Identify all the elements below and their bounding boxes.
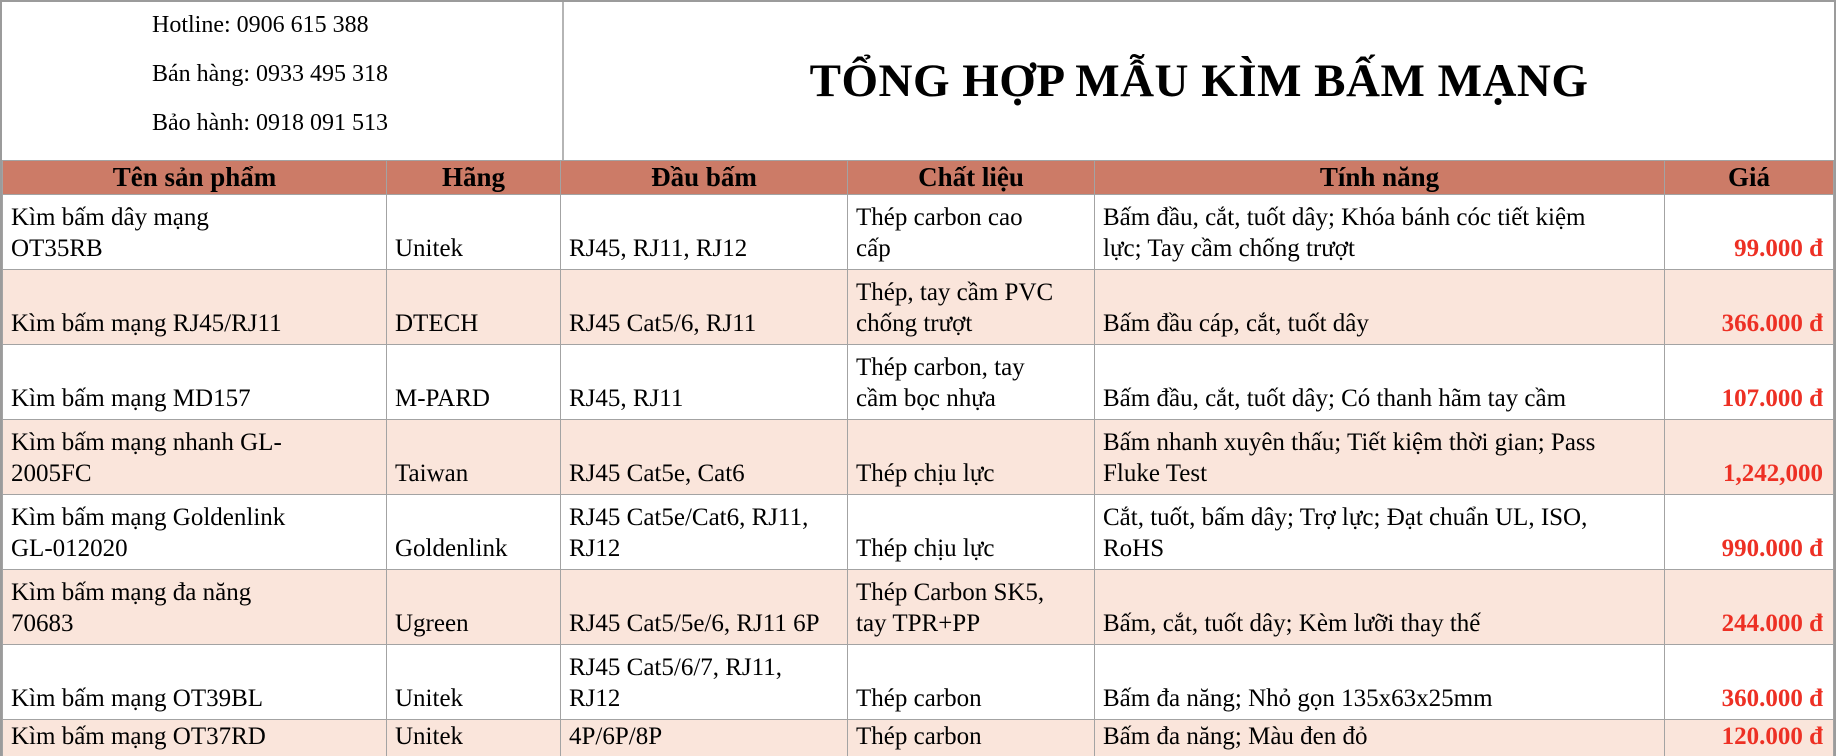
price-cell: 366.000 đ xyxy=(1665,270,1834,345)
header-material: Chất liệu xyxy=(848,161,1095,195)
table-row xyxy=(3,270,1834,345)
table-row xyxy=(3,420,1834,495)
price-cell: 360.000 đ xyxy=(1665,645,1834,720)
product-name-cell: Kìm bấm mạng nhanh GL-2005FC xyxy=(3,420,387,495)
features-cell: Bấm đầu cáp, cắt, tuốt dây xyxy=(1095,270,1665,345)
material-cell: Thép chịu lực xyxy=(848,420,1095,495)
product-table xyxy=(2,160,1834,756)
connectors-cell: RJ45 Cat5e, Cat6 xyxy=(561,420,848,495)
price-cell: 99.000 đ xyxy=(1665,195,1834,270)
page-title: TỔNG HỢP MẪU KÌM BẤM MẠNG xyxy=(809,55,1589,107)
header-price: Giá xyxy=(1665,161,1834,195)
material-cell: Thép carbon cao cấp xyxy=(848,195,1095,270)
features-cell: Bấm đa năng; Màu đen đỏ xyxy=(1095,720,1665,756)
connectors-cell: RJ45 Cat5/6/7, RJ11, RJ12 xyxy=(561,645,848,720)
product-name-cell: Kìm bấm mạng Goldenlink GL-012020 xyxy=(3,495,387,570)
hotline-line: Hotline: 0906 615 388 xyxy=(152,12,369,38)
features-cell: Bấm, cắt, tuốt dây; Kèm lưỡi thay thế xyxy=(1095,570,1665,645)
brand-cell: Unitek xyxy=(387,720,561,756)
product-name-cell: Kìm bấm mạng RJ45/RJ11 xyxy=(3,270,387,345)
warranty-line: Bảo hành: 0918 091 513 xyxy=(152,110,388,137)
table-row xyxy=(3,570,1834,645)
table-row xyxy=(3,645,1834,720)
features-cell: Bấm đầu, cắt, tuốt dây; Có thanh hãm tay cầm xyxy=(1095,345,1665,420)
table-row xyxy=(3,345,1834,420)
brand-cell: Unitek xyxy=(387,645,561,720)
brand-cell: Ugreen xyxy=(387,570,561,645)
brand-cell: DTECH xyxy=(387,270,561,345)
product-name-cell: Kìm bấm mạng OT39BL xyxy=(3,645,387,720)
price-cell: 107.000 đ xyxy=(1665,345,1834,420)
connectors-cell: RJ45 Cat5/6, RJ11 xyxy=(561,270,848,345)
table-header-row xyxy=(3,161,1834,195)
features-cell: Cắt, tuốt, bấm dây; Trợ lực; Đạt chuẩn UL, ISO, RoHS xyxy=(1095,495,1665,570)
title-box xyxy=(564,2,1834,160)
connectors-cell: RJ45, RJ11, RJ12 xyxy=(561,195,848,270)
price-cell: 244.000 đ xyxy=(1665,570,1834,645)
connectors-cell: RJ45, RJ11 xyxy=(561,345,848,420)
material-cell: Thép carbon, tay cầm bọc nhựa xyxy=(848,345,1095,420)
contact-box xyxy=(2,2,564,160)
table-row xyxy=(3,495,1834,570)
brand-cell: M-PARD xyxy=(387,345,561,420)
material-cell: Thép carbon xyxy=(848,645,1095,720)
product-name-cell: Kìm bấm dây mạng OT35RB xyxy=(3,195,387,270)
table-row xyxy=(3,720,1834,756)
features-cell: Bấm đa năng; Nhỏ gọn 135x63x25mm xyxy=(1095,645,1665,720)
connectors-cell: 4P/6P/8P xyxy=(561,720,848,756)
header-product-name: Tên sản phẩm xyxy=(3,161,387,195)
brand-cell: Unitek xyxy=(387,195,561,270)
product-name-cell: Kìm bấm mạng MD157 xyxy=(3,345,387,420)
product-name-cell: Kìm bấm mạng OT37RD xyxy=(3,720,387,756)
header-brand: Hãng xyxy=(387,161,561,195)
price-cell: 990.000 đ xyxy=(1665,495,1834,570)
connectors-cell: RJ45 Cat5e/Cat6, RJ11, RJ12 xyxy=(561,495,848,570)
product-name-cell: Kìm bấm mạng đa năng 70683 xyxy=(3,570,387,645)
price-cell: 1,242,000 xyxy=(1665,420,1834,495)
connectors-cell: RJ45 Cat5/5e/6, RJ11 6P xyxy=(561,570,848,645)
features-cell: Bấm đầu, cắt, tuốt dây; Khóa bánh cóc tiết kiệm lực; Tay cầm chống trượt xyxy=(1095,195,1665,270)
material-cell: Thép Carbon SK5, tay TPR+PP xyxy=(848,570,1095,645)
features-cell: Bấm nhanh xuyên thấu; Tiết kiệm thời gian; Pass Fluke Test xyxy=(1095,420,1665,495)
top-banner xyxy=(2,2,1834,160)
sales-line: Bán hàng: 0933 495 318 xyxy=(152,61,388,88)
header-connectors: Đầu bấm xyxy=(561,161,848,195)
material-cell: Thép carbon xyxy=(848,720,1095,756)
material-cell: Thép, tay cầm PVC chống trượt xyxy=(848,270,1095,345)
brand-cell: Goldenlink xyxy=(387,495,561,570)
material-cell: Thép chịu lực xyxy=(848,495,1095,570)
table-row xyxy=(3,195,1834,270)
price-cell: 120.000 đ xyxy=(1665,720,1834,756)
brand-cell: Taiwan xyxy=(387,420,561,495)
header-features: Tính năng xyxy=(1095,161,1665,195)
